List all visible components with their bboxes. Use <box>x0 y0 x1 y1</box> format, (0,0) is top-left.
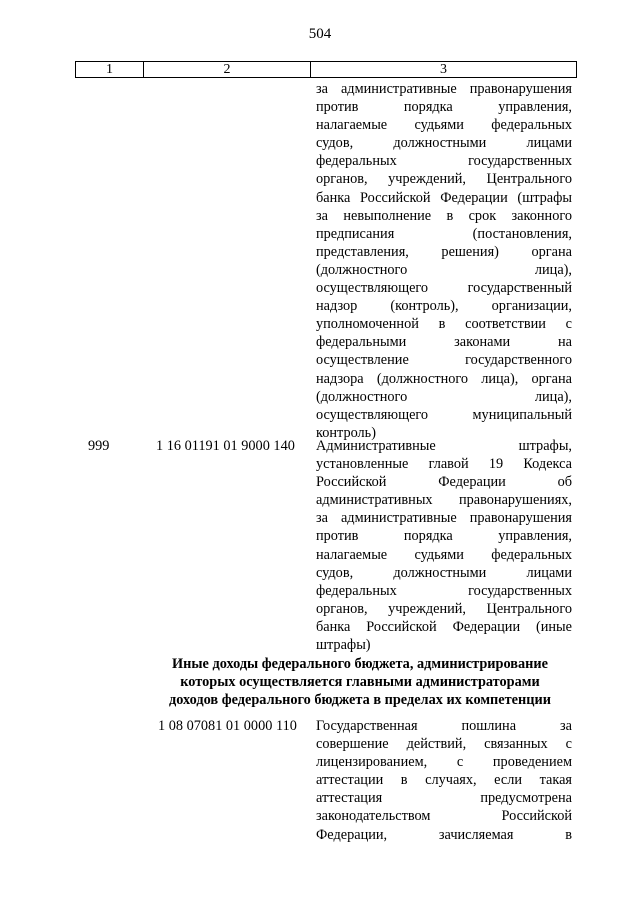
row-999-description <box>316 437 572 654</box>
text-line: судов, должностными лицами <box>316 135 572 152</box>
text-line: Российской Федерации об <box>316 474 572 491</box>
text-line: банка Российской Федерации (иные <box>316 618 572 635</box>
text-line: (должностного лица), <box>316 261 572 278</box>
text-line: надзор (контроль), организации, <box>316 298 572 315</box>
text-line: федеральными законами на <box>316 334 572 351</box>
table-header <box>75 61 577 78</box>
header-col-2: 2 <box>144 62 311 77</box>
section-title-line: Иные доходы федерального бюджета, администрирование <box>172 656 548 672</box>
section-title-line: доходов федерального бюджета в пределах их компетенции <box>169 692 551 708</box>
text-line: федеральных государственных <box>316 153 572 170</box>
text-line: предписания (постановления, <box>316 225 572 242</box>
text-line: федеральных государственных <box>316 582 572 599</box>
text-line: аттестации в случаях, если такая <box>316 772 572 789</box>
text-line: налагаемые судьями федеральных <box>316 546 572 563</box>
section-title-line: которых осуществляется главными администраторами <box>180 674 540 690</box>
text-line: (должностного лица), <box>316 388 572 405</box>
text-line: осуществляющего государственный <box>316 280 572 297</box>
text-line: судов, должностными лицами <box>316 564 572 581</box>
text-line: осуществляющего муниципальный <box>316 406 572 423</box>
text-line: за административные правонарушения <box>316 510 572 527</box>
text-line: законодательством Российской <box>316 808 572 825</box>
text-line: Административные штрафы, <box>316 438 572 454</box>
text-line: лицензированием, с проведением <box>316 754 572 771</box>
page-number: 504 <box>308 26 332 42</box>
section-title <box>110 655 610 709</box>
text-line: осуществление государственного <box>316 352 572 369</box>
text-line: представления, решения) органа <box>316 243 572 260</box>
text-line: административных правонарушениях, <box>316 492 572 509</box>
kbk-code-fee: 1 08 07081 01 0000 110 <box>158 718 297 734</box>
admin-code-999: 999 <box>88 438 110 454</box>
text-line: Государственная пошлина за <box>316 718 572 734</box>
text-line: надзора (должностного лица), органа <box>316 370 572 387</box>
text-line: аттестация предусмотрена <box>316 790 572 807</box>
text-line: установленные главой 19 Кодекса <box>316 456 572 473</box>
text-line: за невыполнение в срок законного <box>316 207 572 224</box>
text-line: банка Российской Федерации (штрафы <box>316 189 572 206</box>
header-col-3: 3 <box>440 62 447 77</box>
text-line: органов, учреждений, Центрального <box>316 600 572 617</box>
text-line: против порядка управления, <box>316 99 572 116</box>
text-line: Федерации, зачисляемая в <box>316 826 572 843</box>
text-line: органов, учреждений, Центрального <box>316 171 572 188</box>
row-fee-description <box>316 717 572 844</box>
text-line: совершение действий, связанных с <box>316 736 572 753</box>
text-line: штрафы) <box>316 637 371 654</box>
text-line: против порядка управления, <box>316 528 572 545</box>
kbk-code-999: 1 16 01191 01 9000 140 <box>156 438 295 454</box>
text-line: за административные правонарушения <box>316 81 572 97</box>
text-line: уполномоченной в соответствии с <box>316 316 572 333</box>
header-col-1: 1 <box>76 62 144 77</box>
text-line: налагаемые судьями федеральных <box>316 117 572 134</box>
text-line: контроль) <box>316 424 376 441</box>
continuation-description <box>316 80 572 442</box>
